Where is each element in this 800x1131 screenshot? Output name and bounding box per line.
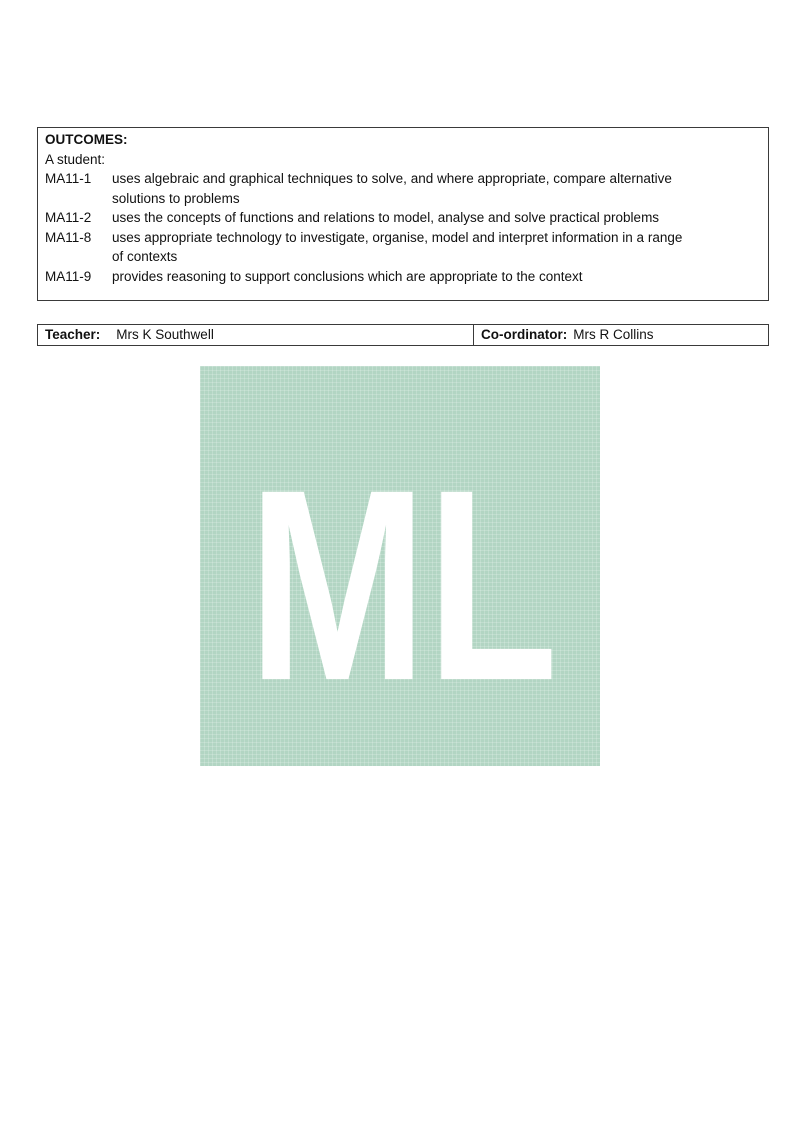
outcome-description <box>112 267 761 287</box>
ml-logo-text: ML <box>248 432 558 738</box>
outcome-code: MA11-9 <box>45 268 92 284</box>
outcome-description-line: of contexts <box>112 249 178 264</box>
outcome-item <box>45 169 761 208</box>
coordinator-cell <box>474 325 768 345</box>
outcome-description-line: uses algebraic and graphical techniques to solve, and where appropriate, compare alternative <box>112 171 672 186</box>
outcome-item <box>45 208 761 228</box>
teacher-cell <box>38 325 474 345</box>
outcome-description <box>112 208 761 228</box>
outcome-code: MA11-8 <box>45 229 92 245</box>
outcome-description-line: uses appropriate technology to investigate, organise, model and interpret information in a range <box>112 229 683 245</box>
staff-table <box>37 324 769 346</box>
outcome-code: MA11-2 <box>45 210 92 225</box>
outcome-code: MA11-1 <box>45 171 92 186</box>
outcomes-intro: A student: <box>45 151 106 167</box>
coordinator-name: Mrs R Collins <box>573 327 654 342</box>
ml-logo-mark <box>200 366 600 766</box>
ml-logo <box>200 366 600 766</box>
outcome-item <box>45 228 761 267</box>
coordinator-label: Co-ordinator: <box>481 327 568 342</box>
teacher-label: Teacher: <box>45 327 101 342</box>
outcome-description <box>112 228 761 267</box>
outcome-description-line: uses the concepts of functions and relations to model, analyse and solve practical problems <box>112 210 660 225</box>
outcome-item <box>45 267 761 287</box>
outcome-description-line: provides reasoning to support conclusions which are appropriate to the context <box>112 268 583 284</box>
teacher-name: Mrs K Southwell <box>116 327 214 342</box>
outcome-description-line: solutions to problems <box>112 190 240 206</box>
outcomes-box <box>37 127 769 301</box>
outcome-description <box>112 169 761 208</box>
outcomes-heading: OUTCOMES: <box>45 132 128 147</box>
